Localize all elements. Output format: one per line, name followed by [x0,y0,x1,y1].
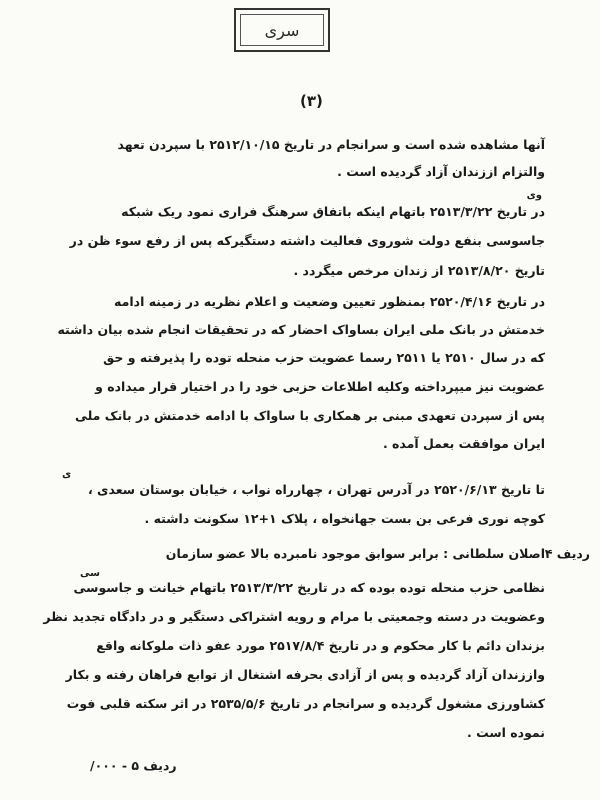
text-line: والتزام اززندان آزاد گردیده است . [337,164,545,179]
text-line: که در سال ۲۵۱۰ یا ۲۵۱۱ رسما عضویت حزب منحله توده را پذیرفته و حق [103,350,545,365]
text-line: آنها مشاهده شده است و سرانجام در تاریخ ۲۵۱۲/۱۰/۱۵ با سپردن تعهد [117,137,545,152]
row-label: ردیف ۴ [544,546,590,561]
text-line: نموده است . [467,725,545,740]
text-line: واززندان آزاد گردیده و پس از آزادی بحرفه اشتغال از توابع فراهان رفته و بکار [65,667,545,682]
text-line: در تاریخ ۲۵۲۰/۴/۱۶ بمنظور تعیین وضعیت و اعلام نظریه در زمینه ادامه [114,294,545,309]
footer-row-reference: ردیف ۵ - ۰۰۰/ [90,758,177,773]
text-line: در تاریخ ۲۵۱۳/۳/۲۲ باتهام اینکه باتفاق سرهنگ فراری نمود ریک شبکه [121,204,545,219]
text-line: تاریخ ۲۵۱۳/۸/۲۰ از زندان مرخص میگردد . [293,263,545,278]
page-number: (۳) [300,92,323,110]
text-line: کوچه نوری فرعی بن بست جهانخواه ، پلاک ۱+۱۲ سکونت داشته . [144,511,545,526]
text-line: پس از سپردن تعهدی مبنی بر همکاری با ساواک با ادامه خدمتش در بانک ملی [74,408,545,423]
stamp-text: سری [240,14,324,46]
text-line: جاسوسی بنفع دولت شوروی فعالیت داشته دستگیرکه پس از رفع سوء ظن در [69,233,545,248]
margin-note: وی [526,190,542,201]
text-line: وعضویت در دسته وجمعیتی با مرام و رویه اشتراکی دستگیر و در دادگاه تجدید نظر [43,609,545,624]
text-line: اصلان سلطانی : برابر سوابق موجود نامبرده بالا عضو سازمان [165,546,545,561]
classification-stamp [234,8,330,52]
text-line: تا تاریخ ۲۵۲۰/۶/۱۳ در آدرس تهران ، چهارراه نواب ، خیابان بوستان سعدی ، [87,482,545,497]
margin-note: ی [62,469,72,480]
text-line: ایران موافقت بعمل آمده . [382,436,545,451]
text-line: خدمتش در بانک ملی ایران بساواک احضار که در تحقیقات انجام شده بیان داشته [57,322,545,337]
text-line: عضویت نیز میپرداخته وکلیه اطلاعات حزبی خود را در اختیار قرار میداده و [95,379,545,394]
margin-note: سی [80,568,100,579]
text-line: کشاورزی مشغول گردیده و سرانجام در تاریخ ۲۵۳۵/۵/۶ در اثر سکته قلبی فوت [66,696,545,711]
text-line: بزندان دائم با کار محکوم و در تاریخ ۲۵۱۷/۸/۴ مورد عفو ذات ملوکانه واقع [96,638,545,653]
text-line: نظامی حزب منحله توده بوده که در تاریخ ۲۵۱۳/۳/۲۲ باتهام خیانت و جاسوسی [73,580,545,595]
